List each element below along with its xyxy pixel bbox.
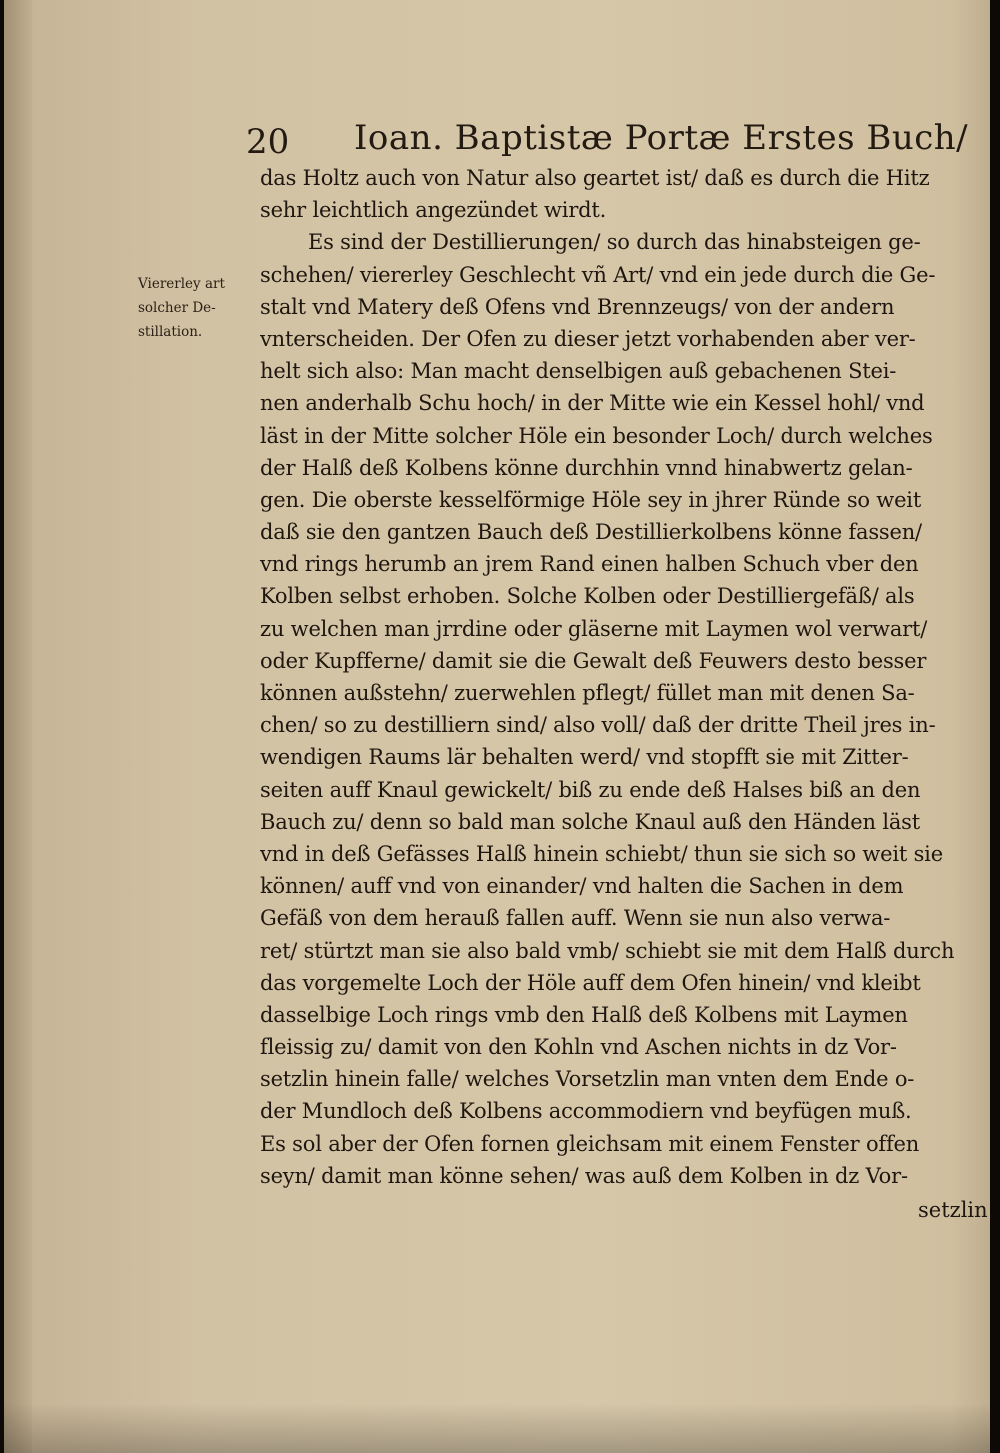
text-line: können außstehn/ zuerwehlen pflegt/ füllet man mit denen Sa- xyxy=(260,681,915,705)
page-header xyxy=(238,118,969,168)
text-line: dasselbige Loch rings vmb den Halß deß Kolbens mit Laymen xyxy=(260,1002,908,1027)
text-line: schehen/ viererley Geschlecht vñ Art/ vnd ein jede durch die Ge- xyxy=(260,262,936,287)
text-line: Gefäß von dem herauß fallen auff. Wenn sie nun also verwa- xyxy=(260,906,891,931)
text-line: wendigen Raums lär behalten werd/ vnd stopfft sie mit Zitter- xyxy=(260,745,909,770)
text-line: Kolben selbst erhoben. Solche Kolben oder Destilliergefäß/ als xyxy=(260,584,915,609)
text-line: helt sich also: Man macht denselbigen auß gebachenen Stei- xyxy=(260,359,897,384)
text-line: oder Kupfferne/ damit sie die Gewalt deß Feuwers desto besser xyxy=(260,648,927,673)
margin-note xyxy=(138,272,248,344)
text-line: der Mundloch deß Kolbens accommodiern vnd beyfügen muß. xyxy=(260,1099,912,1124)
text-line: sehr leichtlich angezündet wirdt. xyxy=(260,198,607,223)
text-line: chen/ so zu destilliern sind/ also voll/ daß der dritte Theil jres in- xyxy=(260,713,936,738)
page-gutter-edge xyxy=(4,0,32,1453)
book-page xyxy=(4,0,990,1453)
page-number: 20 xyxy=(246,122,290,162)
text-line: das Holtz auch von Natur also geartet ist/ daß es durch die Hitz xyxy=(260,166,930,190)
catchword: setzlin xyxy=(918,1198,988,1222)
text-line: das vorgemelte Loch der Höle auff dem Ofen hinein/ vnd kleibt xyxy=(260,970,921,995)
text-line: zu welchen man jrrdine oder gläserne mit Laymen wol verwart/ xyxy=(260,616,928,641)
text-line: gen. Die oberste kesselförmige Höle sey in jhrer Ründe so weit xyxy=(260,487,922,512)
text-line: ret/ stürtzt man sie also bald vmb/ schiebt sie mit dem Halß durch xyxy=(260,938,955,963)
text-line: seyn/ damit man könne sehen/ was auß dem Kolben in dz Vor- xyxy=(260,1163,908,1188)
margin-note-line: stillation. xyxy=(138,324,203,340)
text-line: vnd rings herumb an jrem Rand einen halben Schuch vber den xyxy=(260,552,919,577)
text-line: nen anderhalb Schu hoch/ in der Mitte wie ein Kessel hohl/ vnd xyxy=(260,391,925,416)
margin-note-line: solcher De- xyxy=(138,300,216,316)
page-bottom-shadow xyxy=(4,1403,990,1453)
text-line: setzlin hinein falle/ welches Vorsetzlin man vnten dem Ende o- xyxy=(260,1067,915,1092)
text-line: der Halß deß Kolbens könne durchhin vnnd hinabwertz gelan- xyxy=(260,455,913,480)
text-line: daß sie den gantzen Bauch deß Destillierkolbens könne fassen/ xyxy=(260,520,922,545)
text-line: läst in der Mitte solcher Höle ein besonder Loch/ durch welches xyxy=(260,423,933,448)
text-line: fleissig zu/ damit von den Kohln vnd Aschen nichts in dz Vor- xyxy=(260,1035,897,1060)
margin-note-line: Viererley art xyxy=(138,276,225,292)
running-title: Ioan. Baptistæ Portæ Erstes Buch/ xyxy=(354,118,969,158)
text-line: können/ auff vnd von einander/ vnd halten die Sachen in dem xyxy=(260,874,904,899)
text-line: vnterscheiden. Der Ofen zu dieser jetzt vorhabenden aber ver- xyxy=(260,326,916,351)
text-line: Es sol aber der Ofen fornen gleichsam mit einem Fenster offen xyxy=(260,1131,920,1156)
text-line: Es sind der Destillierungen/ so durch das hinabsteigen ge- xyxy=(308,230,921,255)
text-line: seiten auff Knaul gewickelt/ biß zu ende deß Halses biß an den xyxy=(260,777,921,802)
text-line: Bauch zu/ denn so bald man solche Knaul auß den Händen läst xyxy=(260,809,920,834)
text-line: vnd in deß Gefässes Halß hinein schiebt/ thun sie sich so weit sie xyxy=(260,841,943,866)
text-line: stalt vnd Matery deß Ofens vnd Brennzeugs/ von der andern xyxy=(260,294,895,319)
body-text xyxy=(260,162,970,1192)
